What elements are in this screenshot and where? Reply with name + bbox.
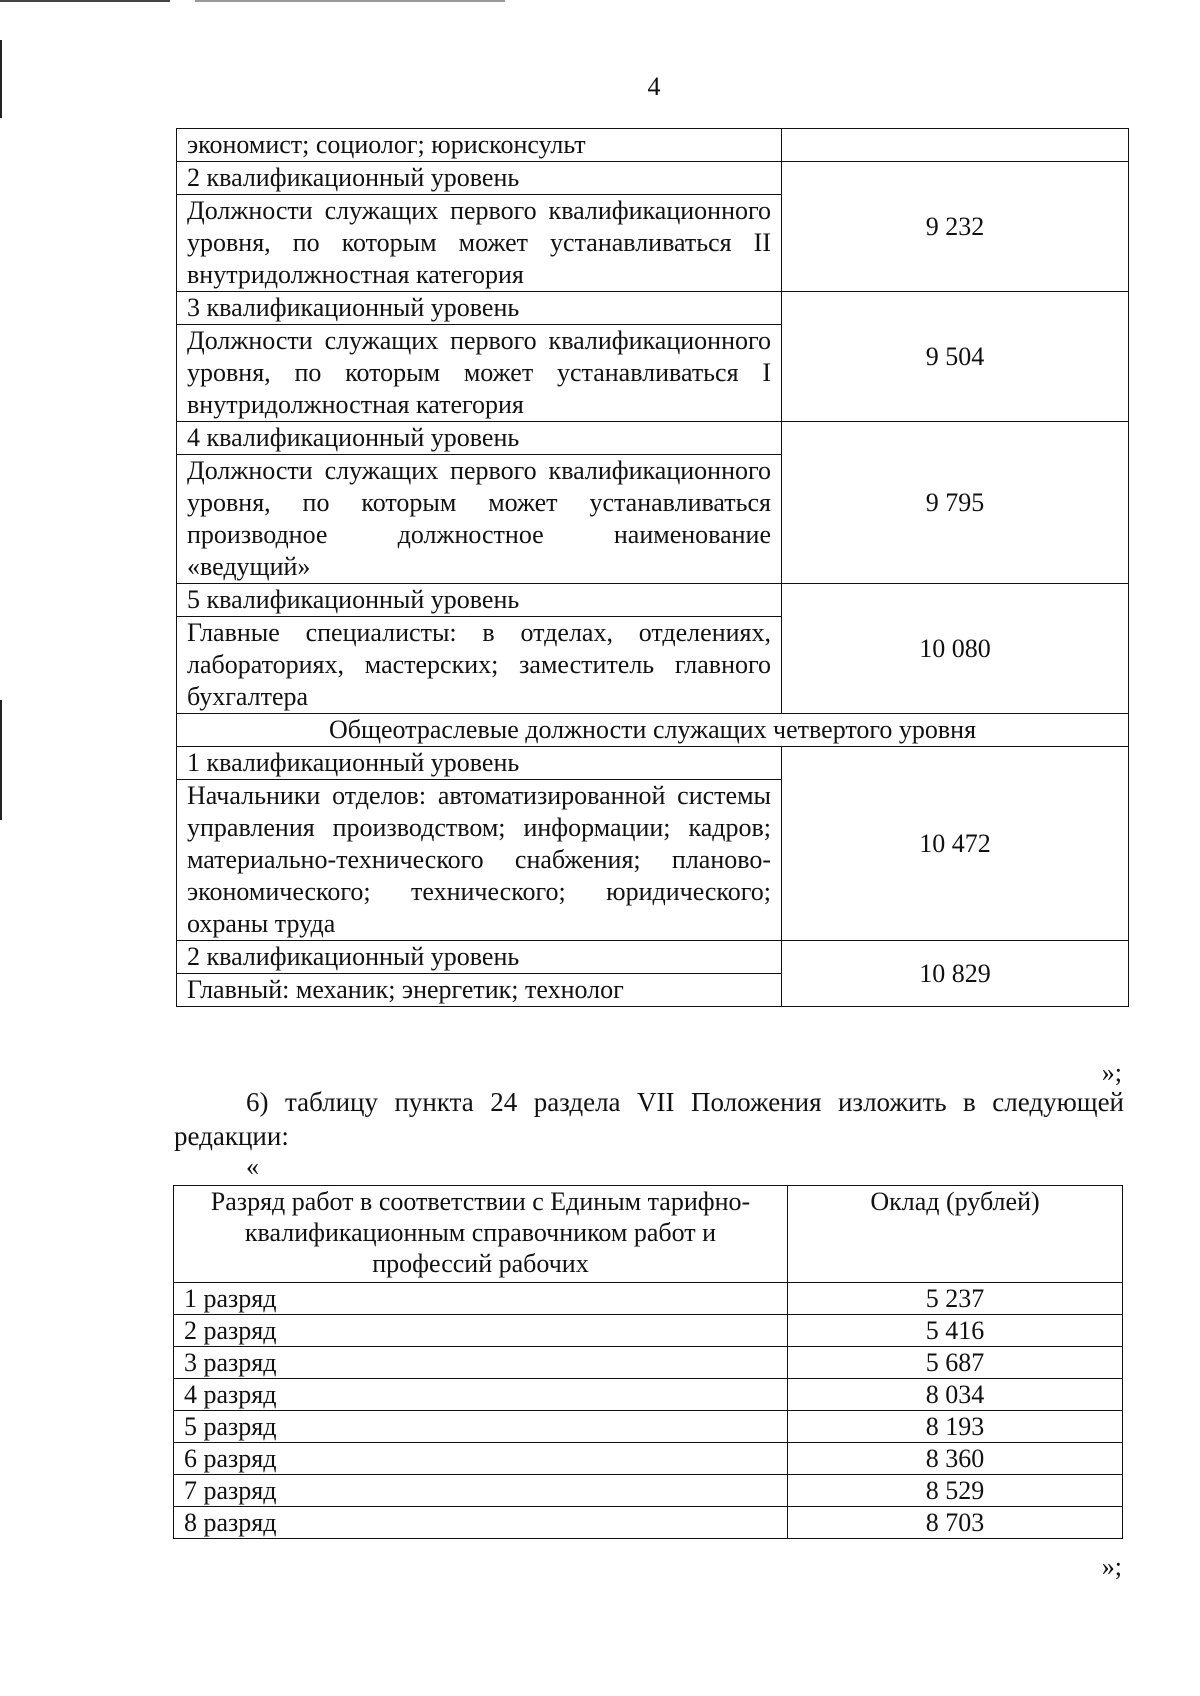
- qualification-level: 1 квалификационный уровень: [177, 747, 782, 780]
- table-row: [174, 1443, 1123, 1475]
- scan-left-edge: [0, 700, 2, 820]
- position-description: Начальники отделов: автоматизированной системы управления производством; информации; кадров; материально-технического снабжения; планово-экономического; технического; юридического; охраны труда: [177, 780, 782, 941]
- pay-cell: 5 416: [788, 1315, 1123, 1347]
- worker-grade-table: [173, 1185, 1123, 1539]
- grade-cell: 1 разряд: [174, 1283, 788, 1315]
- grade-cell: 2 разряд: [174, 1315, 788, 1347]
- salary-cell: 10 080: [782, 584, 1129, 714]
- grade-cell: 7 разряд: [174, 1475, 788, 1507]
- table-row: [177, 292, 1129, 325]
- table-row: [174, 1475, 1123, 1507]
- salary-table-levels: [176, 128, 1129, 1007]
- salary-cell: 9 795: [782, 422, 1129, 584]
- grade-cell: 4 разряд: [174, 1379, 788, 1411]
- table-row: [177, 422, 1129, 455]
- salary-cell: 9 232: [782, 162, 1129, 292]
- table-row: [177, 941, 1129, 974]
- table-row: [174, 1379, 1123, 1411]
- group-header: Общеотраслевые должности служащих четвертого уровня: [177, 714, 1129, 747]
- qualification-level: 5 квалификационный уровень: [177, 584, 782, 617]
- qualification-level: 3 квалификационный уровень: [177, 292, 782, 325]
- table-header-row: [174, 1186, 1123, 1283]
- position-description: Должности служащих первого квалификационного уровня, по которым может устанавливаться производное должностное наименование «ведущий»: [177, 455, 782, 584]
- column-header-salary: Оклад (рублей): [788, 1186, 1123, 1283]
- pay-cell: 8 703: [788, 1507, 1123, 1539]
- position-description: Должности служащих первого квалификационного уровня, по которым может устанавливаться I внутридолжностная категория: [177, 325, 782, 422]
- position-description: Должности служащих первого квалификационного уровня, по которым может устанавливаться II внутридолжностная категория: [177, 195, 782, 292]
- scan-top-edge: [0, 0, 170, 2]
- pay-cell: 8 193: [788, 1411, 1123, 1443]
- table-row: [174, 1411, 1123, 1443]
- qualification-level: 2 квалификационный уровень: [177, 162, 782, 195]
- table-row: [177, 584, 1129, 617]
- pay-cell: 8 034: [788, 1379, 1123, 1411]
- salary-cell: 10 829: [782, 941, 1129, 1007]
- opening-quote: «: [246, 1152, 259, 1181]
- grade-cell: 6 разряд: [174, 1443, 788, 1475]
- table-row: [174, 1347, 1123, 1379]
- salary-cell: 9 504: [782, 292, 1129, 422]
- position-description: Главный: механик; энергетик; технолог: [177, 974, 782, 1007]
- pay-cell: 8 529: [788, 1475, 1123, 1507]
- salary-cell: [782, 129, 1129, 162]
- position-description: экономист; социолог; юрисконсульт: [177, 129, 782, 162]
- page-number: 4: [647, 72, 661, 101]
- salary-cell: 10 472: [782, 747, 1129, 941]
- table-row: [177, 162, 1129, 195]
- table-row: [174, 1315, 1123, 1347]
- scan-top-edge-faint: [195, 0, 505, 2]
- pay-cell: 5 237: [788, 1283, 1123, 1315]
- pay-cell: 8 360: [788, 1443, 1123, 1475]
- grade-cell: 8 разряд: [174, 1507, 788, 1539]
- position-description: Главные специалисты: в отделах, отделениях, лабораториях, мастерских; заместитель главного бухгалтера: [177, 617, 782, 714]
- qualification-level: 2 квалификационный уровень: [177, 941, 782, 974]
- table-row: [177, 714, 1129, 747]
- grade-cell: 5 разряд: [174, 1411, 788, 1443]
- grade-cell: 3 разряд: [174, 1347, 788, 1379]
- table-row: [177, 747, 1129, 780]
- column-header-grade: Разряд работ в соответствии с Единым тарифно-квалификационным справочником работ и профессий рабочих: [174, 1186, 788, 1283]
- closing-quote: »;: [1101, 1058, 1122, 1087]
- table-row: [174, 1283, 1123, 1315]
- table-row: [174, 1507, 1123, 1539]
- amendment-paragraph: 6) таблицу пункта 24 раздела VII Положения изложить в следующей редакции:: [174, 1087, 1124, 1151]
- table-row: [177, 129, 1129, 162]
- pay-cell: 5 687: [788, 1347, 1123, 1379]
- closing-quote: »;: [1101, 1552, 1122, 1581]
- qualification-level: 4 квалификационный уровень: [177, 422, 782, 455]
